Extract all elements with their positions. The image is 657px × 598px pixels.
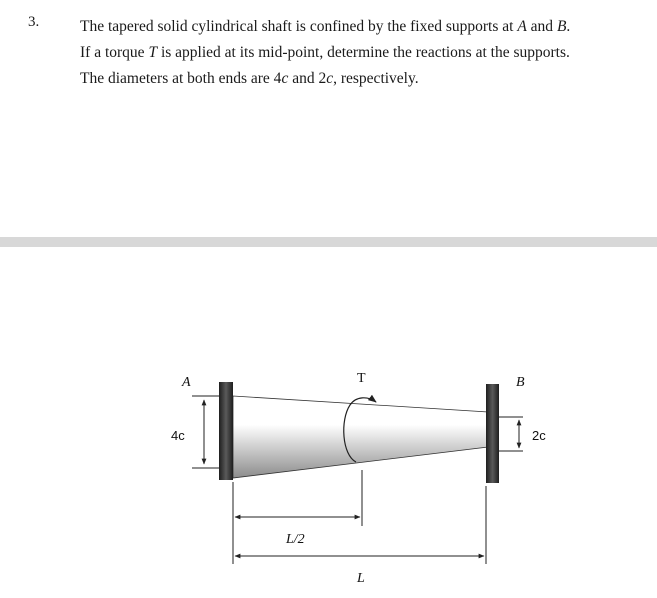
math-variable: B [556,18,567,35]
label-torque: T [357,371,366,386]
label-diameter-4c: 4c [171,428,185,443]
problem-line-2: If a torque T is applied at its mid-point, determine the reactions at the supports. [80,44,570,61]
tapered-shaft [233,396,488,478]
problem-number: 3. [28,14,40,30]
label-half-length: L/2 [286,532,305,547]
math-variable: c [326,70,334,87]
problem-line-1: The tapered solid cylindrical shaft is confined by the fixed supports at A and B. [80,18,571,35]
label-diameter-2c: 2c [532,428,546,443]
support-a [219,382,233,480]
math-variable: c [281,70,289,87]
label-support-a: A [182,375,191,390]
math-variable: A [517,18,527,35]
support-b [486,384,499,483]
label-length: L [357,571,365,586]
label-support-b: B [516,375,525,390]
problem-line-3: The diameters at both ends are 4c and 2c, respectively. [80,70,419,87]
math-variable: T [148,44,158,61]
